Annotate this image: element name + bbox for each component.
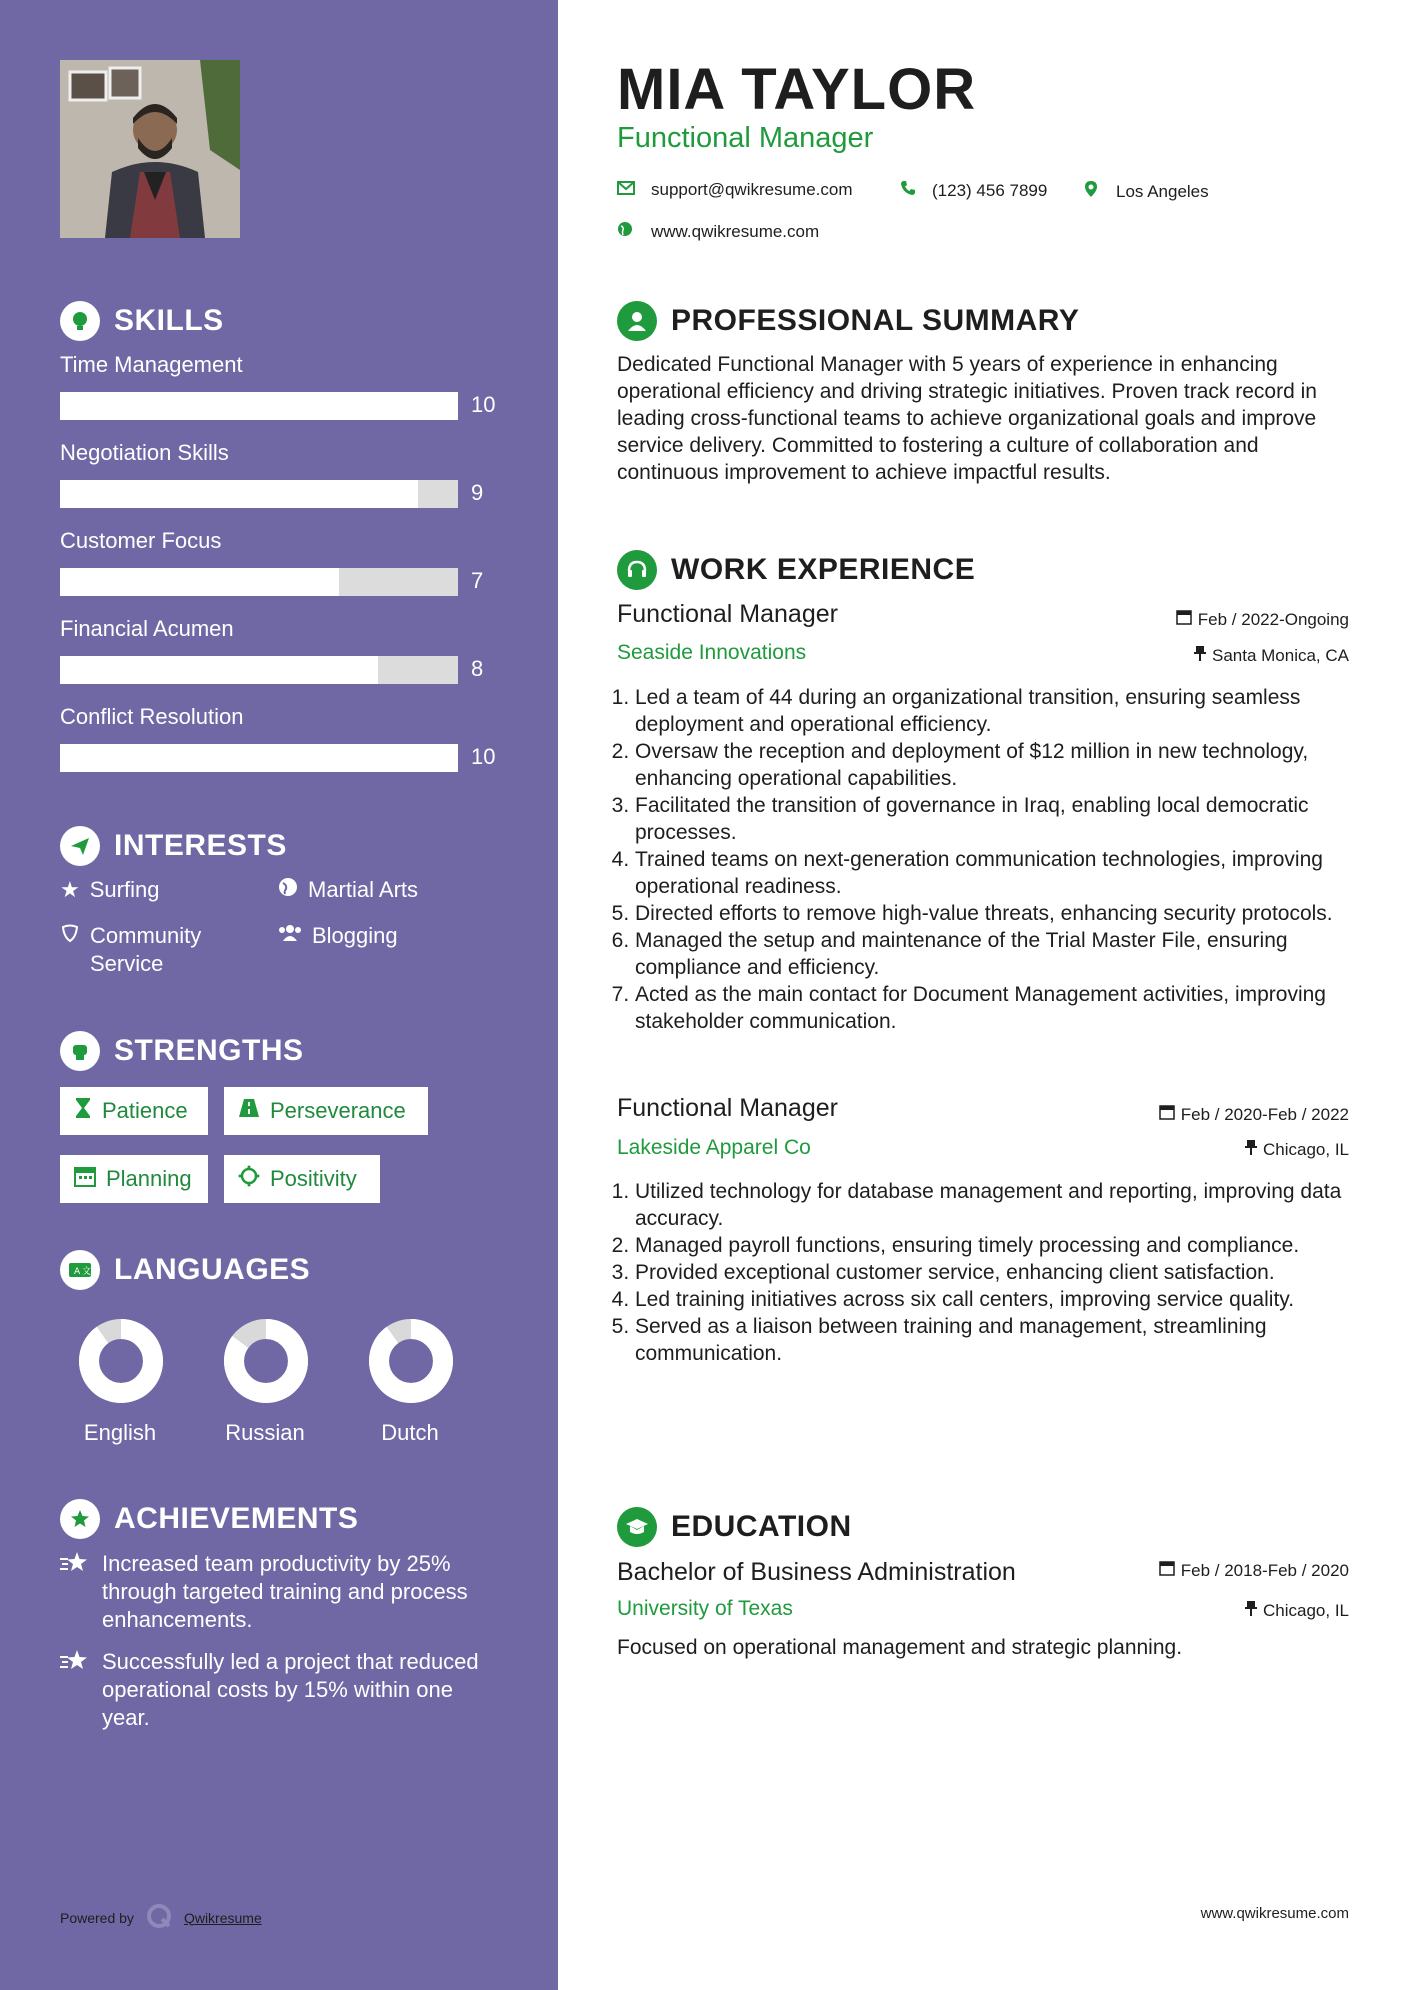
skill-label: Negotiation Skills: [60, 440, 229, 465]
languages-title: LANGUAGES: [114, 1253, 311, 1286]
duty-item: 1. Utilized technology for database management and reporting, improving data accuracy.: [635, 1178, 1395, 1232]
headset-icon: [617, 550, 657, 590]
achievements-heading: [60, 1499, 358, 1539]
interests-title: INTERESTS: [114, 829, 287, 862]
phone-text[interactable]: (123) 456 7899: [932, 180, 1048, 200]
footer-website[interactable]: www.qwikresume.com: [1200, 1905, 1349, 1922]
duty-item: 4. Led training initiatives across six call centers, improving service quality.: [635, 1286, 1395, 1313]
experience-heading: [617, 550, 975, 590]
strengths-heading: [60, 1031, 304, 1071]
profile-photo: [60, 60, 240, 238]
location-text: Los Angeles: [1116, 181, 1209, 201]
interest-item: [60, 876, 159, 904]
interest-label: Surfing: [89, 877, 160, 902]
achievement-text: Successfully led a project that reduced operational costs by 15% within one year.: [102, 1649, 479, 1730]
strength-chip: [222, 1153, 382, 1205]
medal-star-icon: [60, 1648, 90, 1732]
duty-item: 3. Facilitated the transition of governance in Iraq, enabling local democratic processes.: [635, 792, 1395, 846]
duty-item: 5. Served as a liaison between training and management, streamlining communication.: [635, 1313, 1395, 1367]
duty-item: 7. Acted as the main contact for Document Management activities, improving stakeholder communication.: [635, 981, 1395, 1035]
globe-icon: [617, 221, 633, 242]
job-location: [1194, 645, 1349, 666]
skill-bar-fill: [60, 480, 418, 508]
summary-text: Dedicated Functional Manager with 5 years of experience in enhancing operational efficiency and driving strategic initiatives. Proven track record in leading cross-functional teams to achieve organizational goals and improve service delivery. Committed to fostering a culture of collaboration and continuous improvement to achieve impactful results.: [617, 353, 1317, 484]
skill-bar-track: [60, 392, 458, 420]
education-description: Focused on operational management and strategic planning.: [617, 1636, 1183, 1659]
contact-email: [617, 180, 853, 200]
duty-item: 5. Directed efforts to remove high-value threats, enhancing security protocols.: [635, 900, 1395, 927]
job-location-text: Santa Monica, CA: [1211, 645, 1349, 665]
education-location: [1245, 1600, 1349, 1621]
skill-label: Financial Acumen: [60, 616, 234, 641]
fist-icon: [60, 1031, 100, 1071]
strength-chip: [58, 1153, 210, 1205]
job-role: Functional Manager: [617, 600, 838, 628]
interest-item: [60, 922, 240, 978]
interest-label: Martial Arts: [308, 877, 419, 902]
skills-title: SKILLS: [114, 304, 224, 337]
skill-label: Conflict Resolution: [60, 704, 244, 729]
qwikresume-logo-icon: [146, 1903, 172, 1932]
star-icon: ★: [60, 877, 80, 902]
users-icon: [278, 922, 302, 950]
hourglass-icon: [74, 1097, 92, 1125]
skill-score: 10: [471, 392, 496, 417]
experience-title: WORK EXPERIENCE: [671, 553, 976, 586]
trophy-icon: [60, 1499, 100, 1539]
summary-title: PROFESSIONAL SUMMARY: [671, 304, 1080, 337]
website-text[interactable]: www.qwikresume.com: [651, 221, 820, 241]
skill-bar-fill: [60, 744, 458, 772]
skill-bar-track: [60, 656, 458, 684]
skill-bar-track: [60, 480, 458, 508]
globe-icon: [278, 876, 298, 904]
candidate-title: Functional Manager: [617, 122, 874, 154]
skill-bar-track: [60, 744, 458, 772]
interest-item: [278, 876, 418, 904]
qwikresume-link[interactable]: Qwikresume: [183, 1909, 262, 1926]
achievements-title: ACHIEVEMENTS: [114, 1502, 359, 1535]
candidate-name: MIA TAYLOR: [617, 57, 977, 122]
language-icon: [60, 1250, 100, 1290]
calendar-icon: [1176, 609, 1192, 630]
contact-location: [1084, 180, 1209, 203]
contact-website: [617, 221, 819, 242]
phone-icon: [900, 180, 916, 201]
education-school: University of Texas: [617, 1597, 793, 1620]
skill-score: 7: [471, 568, 484, 593]
user-icon: [617, 301, 657, 341]
strength-chip: [222, 1085, 430, 1137]
language-name: Russian: [225, 1420, 305, 1445]
languages-heading: [60, 1250, 310, 1290]
language-gauge: [364, 1314, 458, 1408]
duty-item: 1. Led a team of 44 during an organizational transition, ensuring seamless deployment and operational efficiency.: [635, 684, 1395, 738]
envelope-icon: [617, 180, 635, 200]
achievement-item: [60, 1648, 500, 1732]
education-degree: Bachelor of Business Administration: [617, 1558, 1016, 1586]
svg-text:文: 文: [82, 1267, 92, 1277]
skill-bar-track: [60, 568, 458, 596]
language-gauge: [219, 1314, 313, 1408]
education-heading: [617, 1507, 852, 1547]
job-dates: [1176, 609, 1349, 630]
pushpin-icon: [1194, 645, 1206, 666]
education-location-text: Chicago, IL: [1263, 1600, 1349, 1620]
contact-phone: [900, 180, 1047, 201]
interest-item: [278, 922, 398, 950]
skill-bar-fill: [60, 568, 339, 596]
strength-chip: [58, 1085, 210, 1137]
svg-text:A: A: [74, 1267, 81, 1277]
job-role: Functional Manager: [617, 1094, 838, 1122]
main-content: [558, 0, 1407, 1990]
lightbulb-icon: [60, 301, 100, 341]
calendar-icon: [1159, 1560, 1175, 1581]
sidebar: [0, 0, 558, 1990]
achievement-text: Increased team productivity by 25% through targeted training and process enhancements.: [102, 1551, 468, 1632]
education-title: EDUCATION: [671, 1510, 852, 1543]
language-gauge: [74, 1314, 168, 1408]
duty-item: 3. Provided exceptional customer service, enhancing client satisfaction.: [635, 1259, 1395, 1286]
powered-by: [60, 1903, 262, 1932]
powered-by-label: Powered by: [60, 1909, 134, 1926]
pushpin-icon: [1245, 1139, 1257, 1160]
language-gauge-fill: [379, 1329, 443, 1393]
sun-icon: [238, 1165, 260, 1193]
paper-plane-icon: [60, 826, 100, 866]
skill-bar-fill: [60, 392, 458, 420]
strength-label: Positivity: [270, 1166, 357, 1191]
strength-label: Planning: [106, 1166, 192, 1191]
job-company: Lakeside Apparel Co: [617, 1136, 811, 1159]
language-name: English: [83, 1420, 157, 1445]
language-name: Dutch: [381, 1420, 439, 1445]
skill-bar-fill: [60, 656, 378, 684]
strengths-title: STRENGTHS: [114, 1034, 304, 1067]
achievement-item: [60, 1550, 500, 1634]
job-dates: [1159, 1104, 1349, 1125]
skill-score: 9: [471, 480, 484, 505]
pushpin-icon: [1245, 1600, 1257, 1621]
job-location: [1245, 1139, 1349, 1160]
duty-item: 6. Managed the setup and maintenance of the Trial Master File, ensuring compliance and efficiency.: [635, 927, 1395, 981]
road-icon: [238, 1098, 260, 1124]
skill-label: Customer Focus: [60, 528, 222, 553]
graduation-cap-icon: [617, 1507, 657, 1547]
job-duties: [617, 1178, 1395, 1367]
shield-icon: [60, 922, 80, 950]
duty-item: 4. Trained teams on next-generation communication technologies, improving operational readiness.: [635, 846, 1395, 900]
interest-label: Blogging: [312, 923, 398, 948]
skill-label: Time Management: [60, 352, 243, 377]
language-gauge-fill: [89, 1329, 153, 1393]
education-dates: [1159, 1560, 1349, 1581]
strength-label: Perseverance: [270, 1098, 406, 1123]
duty-item: 2. Managed payroll functions, ensuring timely processing and compliance.: [635, 1232, 1395, 1259]
medal-star-icon: [60, 1550, 90, 1634]
map-pin-icon: [1084, 180, 1098, 203]
job-company: Seaside Innovations: [617, 641, 807, 664]
job-dates-text: Feb / 2020-Feb / 2022: [1180, 1104, 1349, 1124]
job-duties: [617, 684, 1395, 1035]
duty-item: 2. Oversaw the reception and deployment of $12 million in new technology, enhancing operational capabilities.: [635, 738, 1395, 792]
interests-heading: [60, 826, 287, 866]
summary-heading: [617, 301, 1079, 341]
skill-score: 10: [471, 744, 496, 769]
job-dates-text: Feb / 2022-Ongoing: [1197, 609, 1349, 629]
skill-score: 8: [471, 656, 484, 681]
education-dates-text: Feb / 2018-Feb / 2020: [1180, 1560, 1349, 1580]
interest-label: Community Service: [90, 923, 202, 976]
skills-heading: [60, 301, 224, 341]
strength-label: Patience: [102, 1098, 188, 1123]
calendar-icon: [1159, 1104, 1175, 1125]
email-text[interactable]: support@qwikresume.com: [651, 180, 853, 199]
job-location-text: Chicago, IL: [1263, 1139, 1349, 1159]
calendar-icon: [74, 1165, 96, 1193]
